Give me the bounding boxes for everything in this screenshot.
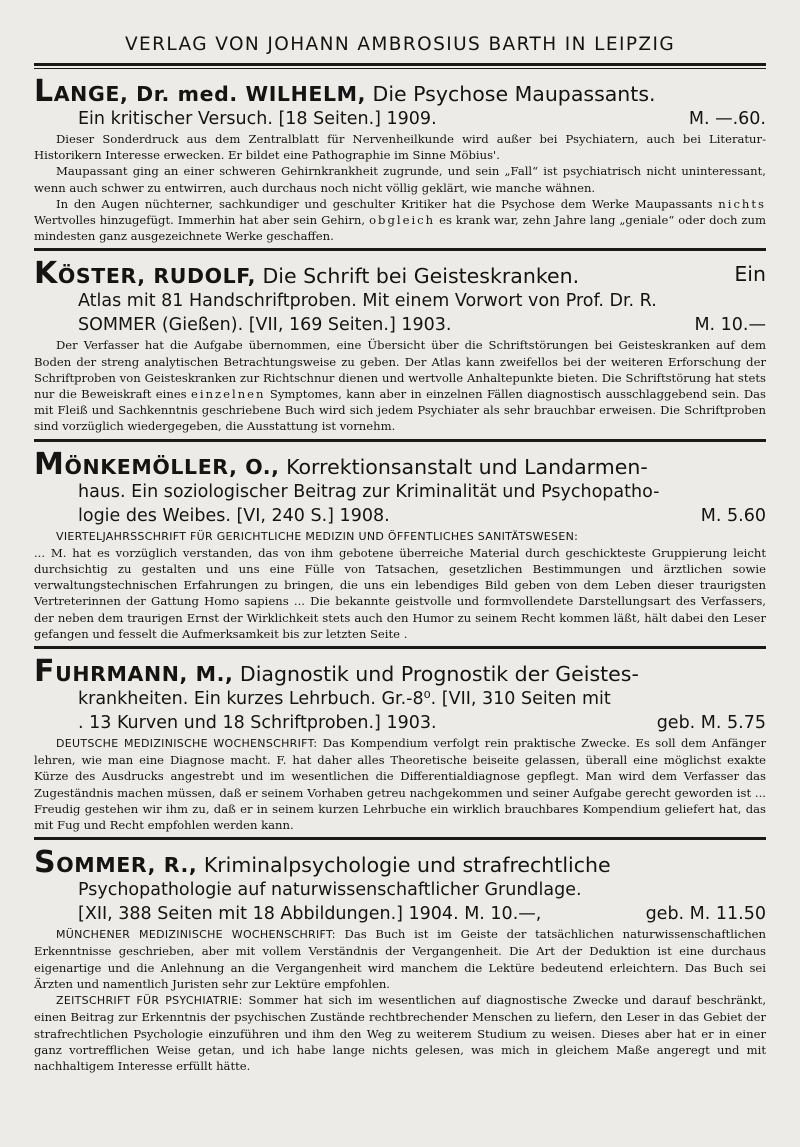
entry-title xyxy=(34,446,766,482)
book-title: Kriminalpsychologie und strafrechtliche xyxy=(203,853,611,878)
book-title: Die Psychose Maupassants. xyxy=(372,82,656,106)
subtitle-line: Atlas mit 81 Handschriftproben. Mit einem Vorwort von Prof. Dr. R. xyxy=(78,291,657,312)
entry-subtitle xyxy=(34,289,766,337)
entry-subtitle xyxy=(34,480,766,528)
subtitle-line: SOMMER (Gießen). [VII, 169 Seiten.] 1903. xyxy=(78,315,452,336)
price: M. 10.— xyxy=(694,315,766,336)
book-title: Die Schrift bei Geisteskranken. xyxy=(262,264,580,289)
price: geb. M. 11.50 xyxy=(645,904,766,925)
entry-fuhrmann xyxy=(34,649,766,837)
book-title: Korrektionsanstalt und Landarmen- xyxy=(286,454,648,479)
author-name: OMMER, R., xyxy=(56,853,198,878)
entry-moenkemoeller xyxy=(34,442,766,646)
entry-title xyxy=(34,74,766,109)
subtitle-line: haus. Ein soziologischer Beitrag zur Kriminalität und Psychopatho- xyxy=(78,481,660,502)
subtitle-line: Ein kritischer Versuch. [18 Seiten.] 1909. xyxy=(78,109,437,129)
author-name: ÖSTER, RUDOLF, xyxy=(57,264,256,289)
book-title: Diagnostik und Prognostik der Geistes- xyxy=(239,662,639,687)
review-source: MÜNCHENER MEDIZINISCHE WOCHENSCHRIFT: xyxy=(56,928,336,942)
subtitle-line: logie des Weibes. [VI, 240 S.] 1908. xyxy=(78,505,390,526)
review-source: VIERTELJAHRSSCHRIFT FÜR GERICHTLICHE MEDIZIN UND ÖFFENTLICHES SANITÄTSWESEN: xyxy=(56,529,579,543)
subtitle-line: . 13 Kurven und 18 Schriftproben.] 1903. xyxy=(78,713,437,734)
initial-letter: F xyxy=(34,654,56,690)
price: M. —.60. xyxy=(688,109,766,129)
subtitle-line: Psychopathologie auf naturwissenschaftlicher Grundlage. xyxy=(78,880,582,901)
entry-subtitle xyxy=(34,687,766,735)
entry-subtitle xyxy=(34,878,766,926)
entry-title xyxy=(34,256,766,292)
review: DEUTSCHE MEDIZINISCHE WOCHENSCHRIFT: Das Kompendium verfolgt rein praktische Zwecke. Es soll dem Anfänger lehren, wie man eine Diagnose macht. F. hat daher alles Theoretische beiseite gelassen, überall eine möglichst exakte Kürze des Ausdrucks angestrebt und im wesentlichen die Differentialdiagnose gepflegt. Man wird dem Verfasser das Zugeständnis machen müssen, daß er seinem Vorhaben getreu nachgekommen und seiner Aufgabe gerecht geworden ist ... Freudig gestehen wir ihm zu, daß er in seinem kurzen Lehrbuche ein wirklich brauchbares Kompendium geliefert hat, das mit Fug und Recht empfohlen werden kann. xyxy=(34,736,766,833)
initial-letter: K xyxy=(34,256,58,292)
review: MÜNCHENER MEDIZINISCHE WOCHENSCHRIFT: Das Buch ist im Geiste der tatsächlichen naturwissenschaftlichen Erkenntnisse geschrieben, aber mit vollem Verständnis der Vergangenheit. Die Art der Deduktion ist eine durchaus eigenartige und die Anlehnung an die Vergangenheit wird manchem die Lektüre bedeutend erleichtern. Das Buch sei Ärzten und namentlich Juristen sehr zur Lektüre empfohlen. ZEITSCHRIFT FÜR PSYCHIATRIE: Sommer hat sich im wesentlichen auf diagnostische Zwecke und darauf beschränkt, einen Beitrag zur Erkenntnis der psychischen Zustände rechtbrechender Menschen zu liefern, den Leser in das Gebiet der strafrechtlichen Psychologie einzuführen und ihm den Weg zu weiterem Studium zu weisen. Dieses aber hat er in einer ganz vortrefflichen Weise getan, und ich habe lange nichts gelesen, was mich in gleichem Maße angeregt und mit nachhaltigem Interesse erfüllt hätte. xyxy=(34,927,767,1073)
price: geb. M. 5.75 xyxy=(656,713,766,734)
author-name: ANGE, Dr. med. WILHELM, xyxy=(53,82,366,106)
initial-letter: L xyxy=(34,74,54,109)
entry-lange xyxy=(34,69,766,248)
subtitle-line: [XII, 388 Seiten mit 18 Abbildungen.] 1904. M. 10.—, xyxy=(78,904,542,925)
publisher-header: VERLAG VON JOHANN AMBROSIUS BARTH IN LEIPZIG xyxy=(124,34,676,55)
initial-letter: S xyxy=(34,845,57,881)
entry-koester xyxy=(34,251,766,438)
review: VIERTELJAHRSSCHRIFT FÜR GERICHTLICHE MEDIZIN UND ÖFFENTLICHES SANITÄTSWESEN: ... M. hat es vorzüglich verstanden, das von ihm gebotene überreiche Material durch geschickteste Gruppierung leicht durchsichtig zu gestalten und uns eine Fülle von Tatsachen, gesetzlichen Bestimmungen und ärztlichen sowie verwaltungstechnischen Erfahrungen zu bringen, die uns ein lebendiges Bild geben von dem Leben dieser traurigsten Vertreterinnen der Gattung Homo sapiens ... Die bekannte geistvolle und formvollendete Darstellungsart des Verfassers, der neben dem traurigen Ernst der Wirklichkeit stets auch den Humor zu seinem Recht kommen läßt, hält dabei den Leser gefangen und fesselt die Aufmerksamkeit bis zur letzten Seite . xyxy=(34,529,766,641)
price: M. 5.60 xyxy=(700,505,766,526)
entry-subtitle xyxy=(34,107,766,131)
description: Dieser Sonderdruck aus dem Zentralblatt für Nervenheilkunde wird außer bei Psychiatern, auch bei Literatur-Historikern Interesse erwecken. Er bildet eine Pathographie im Sinne Möbius'. Maupassant ging an einer schweren Gehirnkrankheit zugrunde, und sein „Fall“ ist psychiatrisch nicht uninteressant, wenn auch schwer zu entwirren, auch durchaus noch nicht völlig geklärt, wie manche wähnen. In den Augen nüchterner, sachkundiger und geschulter Kritiker hat die Psychose dem Werke Maupassants nichts Wertvolles hinzugefügt. Immerhin hat aber sein Gehirn, obgleich es krank war, zehn Jahre lang „geniale“ oder doch zum mindesten ganz ausgezeichnete Werke geschaffen. xyxy=(34,132,767,244)
subtitle-line: krankheiten. Ein kurzes Lehrbuch. Gr.-8⁰. [VII, 310 Seiten mit xyxy=(78,689,611,710)
author-name: UHRMANN, M., xyxy=(55,662,234,687)
author-name: ÖNKEMÖLLER, O., xyxy=(64,454,280,479)
review-source: DEUTSCHE MEDIZINISCHE WOCHENSCHRIFT: xyxy=(56,737,318,751)
entry-title xyxy=(34,845,766,881)
entry-title xyxy=(34,654,766,690)
description: Der Verfasser hat die Aufgabe übernommen, eine Übersicht über die Schriftstörungen bei Geisteskranken auf dem Boden der streng analytischen Betrachtungsweise zu geben. Der Atlas kann zweifellos bei der weiteren Erforschung der Schriftproben von Geisteskranken zur Richtschnur dienen und wertvolle Anhaltepunkte bieten. Die Schriftstörung hat stets nur die Beweiskraft eines einzelnen Symptomes, kann aber in einzelnen Fällen diagnostisch ausschlaggebend sein. Das mit Fleiß und Sachkenntnis geschriebene Buch wird sich jedem Psychiater als sehr brauchbar erweisen. Die Schriftproben sind vorzüglich wiedergegeben, die Ausstattung ist vornehm. xyxy=(34,338,767,434)
entry-sommer xyxy=(34,840,766,1078)
review-source: ZEITSCHRIFT FÜR PSYCHIATRIE: xyxy=(56,994,243,1008)
initial-letter: M xyxy=(34,446,65,482)
title-tail: Ein xyxy=(734,262,766,287)
